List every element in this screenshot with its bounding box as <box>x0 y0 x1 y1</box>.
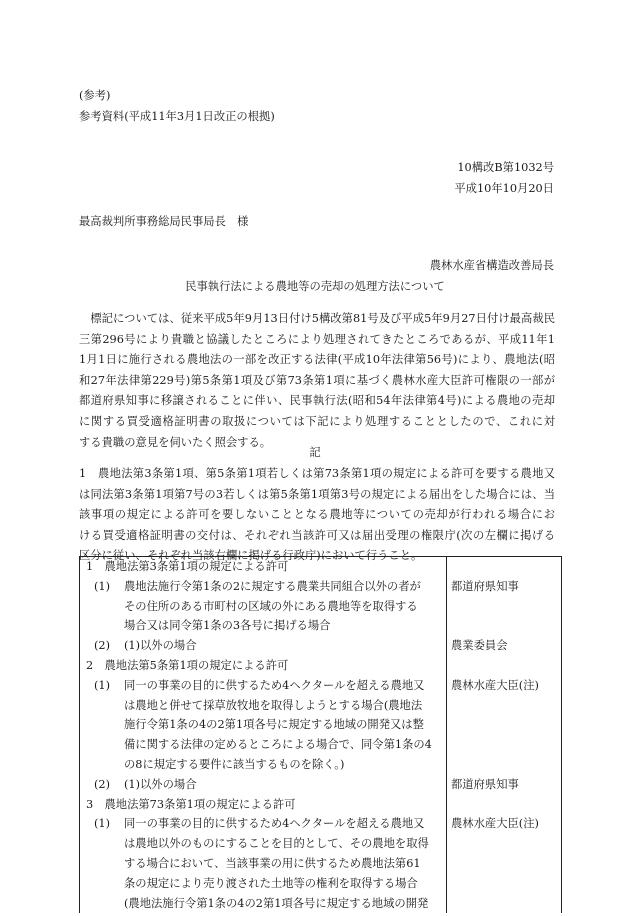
paragraph-line: する貴職の意見を伺いたく照会する。 <box>79 435 272 449</box>
sub-item-line: (1)以外の場合 <box>124 777 197 791</box>
sub-item-number: (1) <box>94 678 111 692</box>
sub-item-line: の8に規定する要件に該当するものを除く。) <box>124 757 345 771</box>
document-title: 民事執行法による農地等の売却の処理方法について <box>185 280 445 293</box>
body-paragraph <box>79 309 555 453</box>
table-row <box>80 775 562 795</box>
paragraph-line: に関する買受適格証明書の取扱については下記により処理することとしたので、これに対 <box>79 414 555 428</box>
paragraph-line: 該事項の規定による許可を要しないこととなる農地等についての売却が行われる場合にお <box>79 508 555 522</box>
paragraph-line: は同法第3条第1項第7号の3若しくは第5条第1項第3号の規定による届出をした場合には、当 <box>79 487 555 501</box>
table-section-heading-row <box>80 557 562 577</box>
sub-item-line: 施行令第1条の4の2第1項各号に規定する地域の開発又は整 <box>124 718 424 732</box>
ki-heading: 記 <box>309 446 321 459</box>
sub-item-line: する場合において、当該事業の用に供するため農地法第61 <box>124 856 421 870</box>
sub-item-number: (1) <box>94 579 111 593</box>
sub-item-number: (2) <box>94 777 111 791</box>
sub-item-line: 備に関する法律の定めるところによる場合で、同令第1条の4 <box>124 738 432 752</box>
authority-cell: 農林水産大臣(注) <box>447 676 562 775</box>
reference-label: (参考) <box>79 89 111 102</box>
authority-cell: 農林水産大臣(注) <box>447 814 562 913</box>
sub-item-line: (1)以外の場合 <box>124 639 197 653</box>
table-row <box>80 636 562 656</box>
document-number: 10構改B第1032号 <box>457 161 554 174</box>
sub-item-line: (農地法施行令第1条の4の2第1項各号に規定する地域の開発 <box>124 896 429 910</box>
sender: 農林水産省構造改善局長 <box>429 259 554 272</box>
sub-item-text <box>124 676 446 775</box>
sub-item-line: 農地法施行令第1条の2に規定する農業共同組合以外の者が <box>124 579 421 593</box>
table-section-heading-row <box>80 795 562 815</box>
sub-item-number: (1) <box>94 817 111 831</box>
sub-item-line: その住所のある市町村の区域の外にある農地等を取得する <box>124 599 418 613</box>
paragraph-line: 区分に従い、それぞれ当該右欄に掲げる行政庁)において行うこと。 <box>79 549 423 563</box>
sub-item-line: 同一の事業の目的に供するため4ヘクタールを超える農地又 <box>124 817 425 831</box>
authority-table <box>79 556 562 913</box>
sub-item-text <box>124 636 446 656</box>
paragraph-line: 1月1日に施行される農地法の一部を改正する法律(平成10年法律第56号)により、農地法(昭 <box>79 353 555 367</box>
authority-cell: 都道府県知事 <box>447 775 562 795</box>
table-section-heading-row <box>80 656 562 676</box>
table-row <box>80 577 562 636</box>
sub-item-line: 条の規定により売り渡された土地等の権利を取得する場合 <box>124 876 418 890</box>
reference-material-title: 参考資料(平成11年3月1日改正の根拠) <box>79 110 275 123</box>
section-heading: 1 農地法第3条第1項の規定による許可 <box>86 560 289 573</box>
sub-item-line: は農地以外のものにすることを目的として、その農地を取得 <box>124 837 429 851</box>
item-1-paragraph <box>79 464 555 567</box>
table-row <box>80 814 562 913</box>
authority-cell: 都道府県知事 <box>447 577 562 636</box>
paragraph-line: 三第296号により貴職と協議したところにより処理されてきたところであるが、平成11年1 <box>79 332 555 346</box>
paragraph-line: 1 農地法第3条第1項、第5条第1項若しくは第73条第1項の規定による許可を要する農地又 <box>79 467 555 480</box>
sub-item-line: 同一の事業の目的に供するため4ヘクタールを超える農地又 <box>124 678 425 692</box>
paragraph-line: ける買受適格証明書の交付は、それぞれ当該許可又は届出受理の権限庁(次の左欄に掲げる <box>79 528 555 542</box>
paragraph-line: 和27年法律第229号)第5条第1項及び第73条第1項に基づく農林水産大臣許可権限の一部が <box>79 373 555 387</box>
sub-item-text <box>124 814 446 913</box>
paragraph-line: 標記については、従来平成5年9月13日付け5構改第81号及び平成5年9月27日付け最高裁民 <box>79 312 555 325</box>
sub-item-line: 場合又は同令第1条の3各号に掲げる場合 <box>124 619 331 633</box>
document-date: 平成10年10月20日 <box>454 182 554 195</box>
sub-item-line: は農地と併せて採草放牧地を取得しようとする場合(農地法 <box>124 698 423 712</box>
authority-cell: 農業委員会 <box>447 636 562 656</box>
paragraph-line: 都道府県知事に移譲されることに伴い、民事執行法(昭和54年法律第4号)による農地の売却 <box>79 394 555 408</box>
section-heading: 2 農地法第5条第1項の規定による許可 <box>86 658 289 672</box>
sub-item-number: (2) <box>94 639 111 653</box>
section-heading: 3 農地法第73条第1項の規定による許可 <box>86 797 296 811</box>
addressee: 最高裁判所事務総局民事局長 様 <box>79 215 249 228</box>
table-row <box>80 676 562 775</box>
sub-item-text <box>124 775 446 795</box>
sub-item-text <box>124 577 446 636</box>
